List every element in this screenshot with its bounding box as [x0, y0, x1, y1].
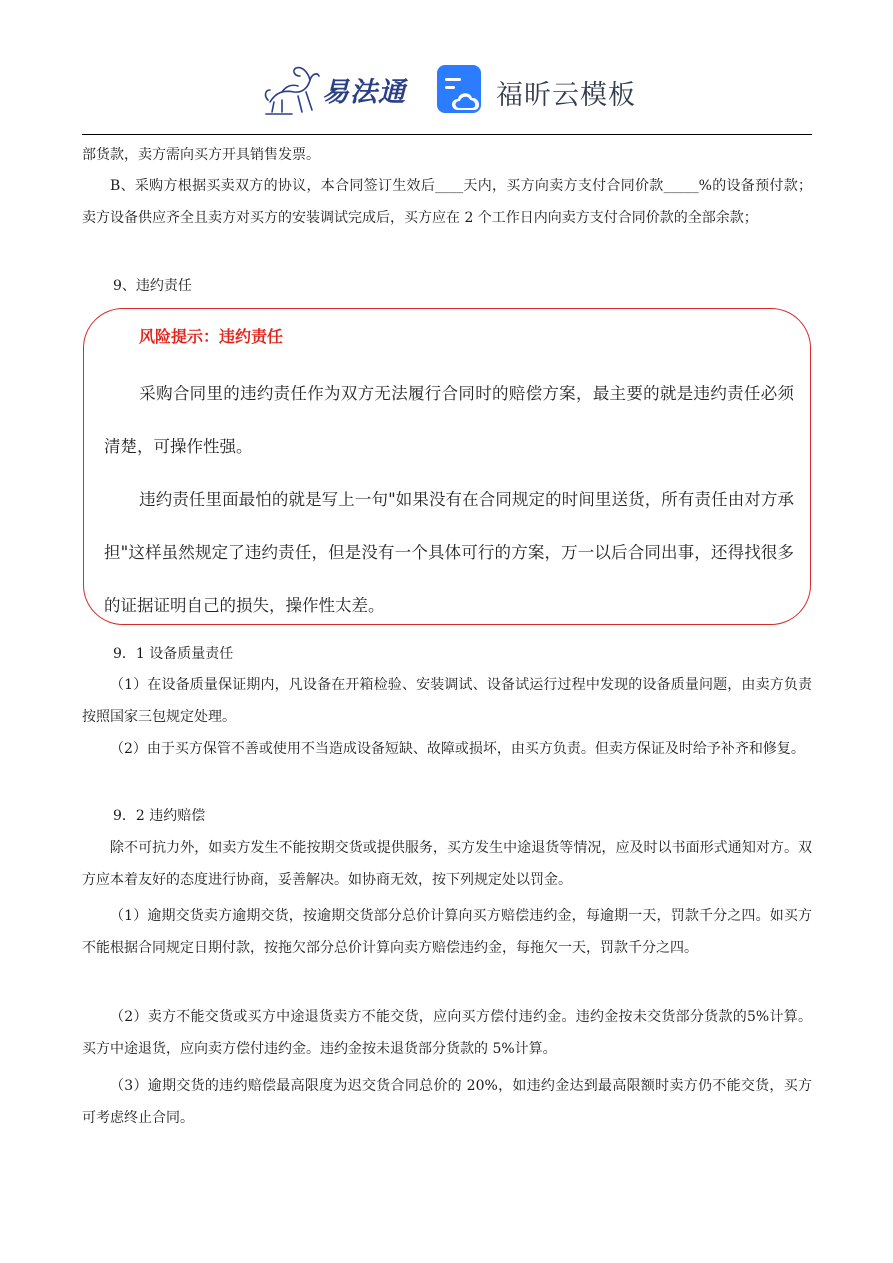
paragraph-payment-option-b: B、采购方根据买卖双方的协议，本合同签订生效后____天内，买方向卖方支付合同价款_____%的设备预付款；卖方设备供应齐全且卖方对买方的安装调试完成后，买方应在 2 个工作日内向卖方支付合同价款的全部余款； [82, 178, 812, 226]
logo-right-wordmark: 福昕云模板 [496, 80, 636, 111]
paragraph-9-2-1: （1）逾期交货卖方逾期交货，按逾期交货部分总价计算向买方赔偿违约金，每逾期一天，罚款千分之四。如买方不能根据合同规定日期付款，按拖欠部分总价计算向卖方赔偿违约金，每拖欠一天，罚款千分之四。 [82, 908, 812, 956]
cloud-doc-icon [436, 64, 488, 116]
risk-tip-box [83, 308, 811, 625]
paragraph-9-2-intro: 除不可抗力外，如卖方发生不能按期交货或提供服务，买方发生中途退货等情况，应及时以书面形式通知对方。双方应本着友好的态度进行协商，妥善解决。如协商无效，按下列规定处以罚金。 [82, 840, 812, 888]
paragraph-9-1-1: （1）在设备质量保证期内，凡设备在开箱检验、安装调试、设备试运行过程中发现的设备质量问题，由卖方负责按照国家三包规定处理。 [82, 677, 812, 725]
paragraph-9-2-3: （3）逾期交货的违约赔偿最高限度为迟交货合同总价的 20%，如违约金达到最高限额时卖方仍不能交货，买方可考虑终止合同。 [82, 1078, 812, 1126]
subsection-heading-9-1: 9．1 设备质量责任 [113, 646, 234, 662]
header-divider [82, 134, 812, 135]
risk-tip-title: 风险提示：违约责任 [139, 327, 284, 346]
paragraph-9-2-2: （2）卖方不能交货或买方中途退货卖方不能交货，应向买方偿付违约金。违约金按未交货部分货款的5%计算。买方中途退货，应向卖方偿付违约金。违约金按未退货部分货款的 5%计算。 [82, 1009, 812, 1057]
section-heading-9: 9、违约责任 [113, 278, 192, 294]
logo-left-wordmark: 易法通 [322, 77, 406, 108]
page-header [0, 0, 893, 135]
paragraph-payment-continued: 部货款，卖方需向买方开具销售发票。 [82, 147, 320, 163]
qilin-icon [262, 62, 322, 116]
yifatong-logo [262, 62, 422, 116]
risk-tip-text-2-content: 违约责任里面最怕的就是写上一句"如果没有在合同规定的时间里送货，所有责任由对方承担"这样虽然规定了违约责任，但是没有一个具体可行的方案，万一以后合同出事，还得找很多的证据证明自己的损失，操作性太差。 [104, 490, 794, 615]
risk-tip-text-2 [104, 473, 794, 632]
paragraph-9-1-2: （2）由于买方保管不善或使用不当造成设备短缺、故障或损坏，由买方负责。但卖方保证及时给予补齐和修复。 [110, 741, 805, 757]
foxit-template-logo [436, 64, 646, 118]
subsection-heading-9-2: 9．2 违约赔偿 [113, 808, 206, 824]
risk-tip-text-1 [104, 367, 794, 473]
risk-tip-text-1-content: 采购合同里的违约责任作为双方无法履行合同时的赔偿方案，最主要的就是违约责任必须清楚，可操作性强。 [104, 384, 794, 456]
